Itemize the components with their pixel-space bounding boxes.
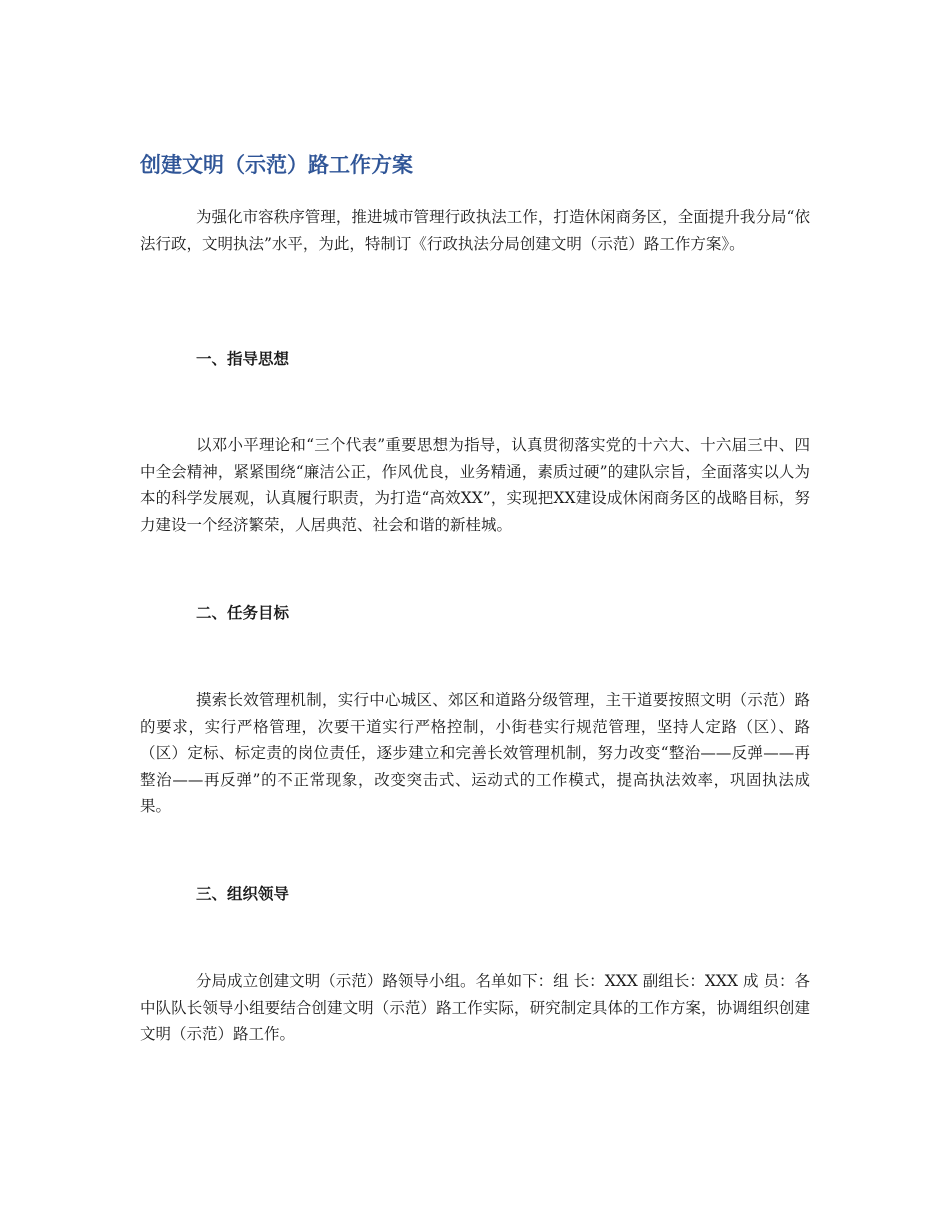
document-title: 创建文明（示范）路工作方案 — [140, 153, 413, 177]
section-body-organization: 分局成立创建文明（示范）路领导小组。名单如下：组 长：XXX 副组长：XXX 成 员：各中队队长领导小组要结合创建文明（示范）路工作实际，研究制定具体的工作方案，协调组织创建文明（示范）路工作。 — [140, 972, 810, 1043]
section-heading-organization: 三、组织领导 — [196, 884, 290, 903]
intro-paragraph: 为强化市容秩序管理，推进城市管理行政执法工作，打造休闲商务区，全面提升我分局“依法行政，文明执法”水平，为此，特制订《行政执法分局创建文明（示范）路工作方案》。 — [140, 208, 810, 253]
section-body-task-goals: 摸索长效管理机制，实行中心城区、郊区和道路分级管理，主干道要按照文明（示范）路的要求，实行严格管理，次要干道实行严格控制，小街巷实行规范管理，坚持人定路（区）、路（区）定标、标定责的岗位责任，逐步建立和完善长效管理机制，努力改变“整治——反弹——再整治——再反弹”的不正常现象，改变突击式、运动式的工作模式，提高执法效率，巩固执法成果。 — [140, 691, 810, 815]
section-heading-task-goals: 二、任务目标 — [196, 603, 290, 622]
section-body-guiding-thought: 以邓小平理论和“三个代表”重要思想为指导，认真贯彻落实党的十六大、十六届三中、四中全会精神，紧紧围绕“廉洁公正，作风优良，业务精通，素质过硬”的建队宗旨，全面落实以人为本的科学发展观，认真履行职责，为打造“高效XX”，实现把XX建设成休闲商务区的战略目标，努力建设一个经济繁荣，人居典范、社会和谐的新桂城。 — [140, 436, 810, 534]
section-heading-guiding-thought: 一、指导思想 — [196, 349, 290, 368]
